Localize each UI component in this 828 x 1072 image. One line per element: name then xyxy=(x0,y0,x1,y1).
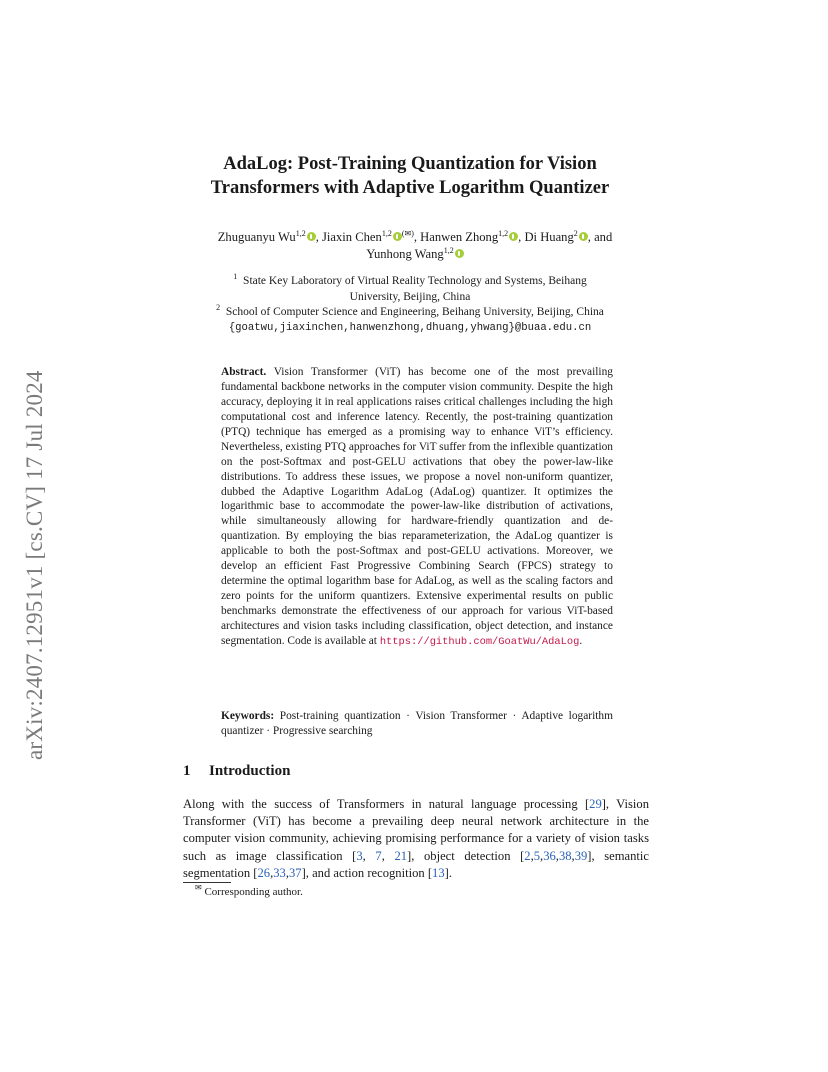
citation-link[interactable]: 5 xyxy=(533,848,541,863)
conjunction: and xyxy=(594,230,613,244)
author-name: Zhuguanyu Wu xyxy=(217,230,296,244)
orcid-icon[interactable] xyxy=(393,232,402,241)
citation-link[interactable]: 26 xyxy=(257,865,271,880)
affiliation-text: School of Computer Science and Engineering, Beihang University, Beijing, China xyxy=(225,306,604,318)
citation-link[interactable]: 39 xyxy=(574,848,588,863)
orcid-icon[interactable] xyxy=(307,232,316,241)
affiliation-number: 1 xyxy=(233,272,238,281)
section-title: Introduction xyxy=(209,763,291,779)
section-heading xyxy=(183,763,290,780)
citation-link[interactable]: 2 xyxy=(524,848,531,863)
envelope-icon: ✉ xyxy=(195,883,202,892)
affiliation-marker: 1,2 xyxy=(381,229,392,238)
affiliation-marker: 1,2 xyxy=(443,246,454,255)
title-line-2: Transformers with Adaptive Logarithm Quantizer xyxy=(210,178,610,198)
author-emails: {goatwu,jiaxinchen,hanwenzhong,dhuang,yhwang}@buaa.edu.cn xyxy=(228,321,592,334)
abstract-end: . xyxy=(579,634,583,647)
paper-title xyxy=(150,152,670,200)
keywords-body: Post-training quantization · Vision Transformer · Adaptive logarithm quantizer · Progressive searching xyxy=(221,710,613,737)
citation-link[interactable]: 3 xyxy=(356,848,363,863)
orcid-icon[interactable] xyxy=(455,249,464,258)
citation-link[interactable]: 29 xyxy=(589,797,602,811)
citation-link[interactable]: 21 xyxy=(394,848,408,863)
envelope-icon: (✉) xyxy=(401,229,414,238)
affiliation-marker: 1,2 xyxy=(498,229,509,238)
arxiv-identifier-stamp: arXiv:2407.12951v1 [cs.CV] 17 Jul 2024 xyxy=(22,370,47,760)
author-name: Hanwen Zhong xyxy=(420,230,499,244)
orcid-icon[interactable] xyxy=(579,232,588,241)
body-text: ]. xyxy=(444,865,452,880)
authors-line-1: Zhuguanyu Wu$^{1,2}$ , Jiaxin Chen$^{1,2}$ (✉), Hanwen Zhong$^{1,2}$ , Di Huang$^2$ , and xyxy=(217,229,613,244)
footnote-divider xyxy=(183,882,231,883)
affiliation-1-line-2: University, Beijing, China xyxy=(349,290,471,303)
introduction-paragraph: Along with the success of Transformers in natural language processing [29], Vision Transformer (ViT) has become a prevailing deep neural network architecture in the computer vision community, achieving promising performance for a variety of vision tasks such as image classification [3, 7, 21], object detection [2,5,36,38,39], semantic segmentation [26,33,37], and action recognition [13]. xyxy=(183,797,649,880)
affiliation-1-line-1 xyxy=(185,274,635,290)
footnote-text: Corresponding author. xyxy=(204,886,303,898)
body-text: ], semantic segmentation [ xyxy=(183,848,649,880)
body-text: ], and action recognition [ xyxy=(301,865,433,880)
orcid-icon[interactable] xyxy=(509,232,518,241)
section-number: 1 xyxy=(183,763,191,779)
body-text: ], object detection [ xyxy=(407,848,525,863)
abstract xyxy=(221,365,613,650)
citation-link[interactable]: 37 xyxy=(289,865,302,880)
citation-link[interactable]: 36 xyxy=(543,848,556,863)
author-name: Di Huang xyxy=(524,230,574,244)
author-name: Yunhong Wang xyxy=(366,247,444,261)
affiliation-marker: 2 xyxy=(573,229,578,238)
footnote xyxy=(195,883,303,898)
citation-link[interactable]: 33 xyxy=(273,865,286,880)
affiliations xyxy=(185,274,635,336)
authors-line-2 xyxy=(160,246,670,263)
affiliation-text: State Key Laboratory of Virtual Reality Technology and Systems, Beihang xyxy=(243,275,587,287)
body-text: Along with the success of Transformers in natural language processing [ xyxy=(183,797,590,811)
body-text: ], Vision Transformer (ViT) has become a prevailing deep neural network architecture in the computer vision community, achieving promising performance for a variety of vision tasks such as image classification [ xyxy=(183,797,649,863)
keywords xyxy=(221,709,613,739)
citation-link[interactable]: 13 xyxy=(432,865,445,880)
keywords-label: Keywords: xyxy=(221,710,275,722)
affiliation-marker: 1,2 xyxy=(295,229,306,238)
abstract-body: Vision Transformer (ViT) has become one of the most prevailing fundamental backbone networks in the computer vision community. Despite the high accuracy, deploying it in real applications raises critical challenges including the high computational cost and inference latency. Recently, the post-training quantization (PTQ) technique has emerged as a promising way to enhance ViT’s efficiency. Nevertheless, existing PTQ approaches for ViT suffer from the inflexible quantization on the post-Softmax and post-GELU activations that obey the power-law-like distributions. To address these issues, we propose a novel non-uniform quantizer, dubbed the Adaptive Logarithm AdaLog (AdaLog) quantizer. It optimizes the logarithmic base to accommodate the power-law-like distribution of activations, while simultaneously allowing for hardware-friendly quantization and de-quantization. By employing the bias reparameterization, the AdaLog quantizer is applicable to both the post-Softmax and post-GELU activations. Moreover, we develop an efficient Fast Progressive Combining Search (FPCS) strategy to determine the optimal logarithm base for AdaLog, as well as the scaling factors and zero points for the uniform quantizers. Extensive experimental results on public benchmarks demonstrate the effectiveness of our approach for various ViT-based architectures and vision tasks including classification, object detection, and instance segmentation. Code is available at xyxy=(221,366,613,647)
author-list xyxy=(160,229,670,263)
title-line-1: AdaLog: Post-Training Quantization for Vision xyxy=(223,154,597,174)
citation-link[interactable]: 7 xyxy=(375,848,382,863)
citation-link[interactable]: 38 xyxy=(558,848,572,863)
affiliation-2 xyxy=(185,305,635,321)
abstract-label: Abstract. xyxy=(221,366,267,378)
affiliation-number: 2 xyxy=(216,303,221,312)
code-repository-link[interactable]: https://github.com/GoatWu/AdaLog xyxy=(379,635,580,648)
author-name: Jiaxin Chen xyxy=(322,230,382,244)
